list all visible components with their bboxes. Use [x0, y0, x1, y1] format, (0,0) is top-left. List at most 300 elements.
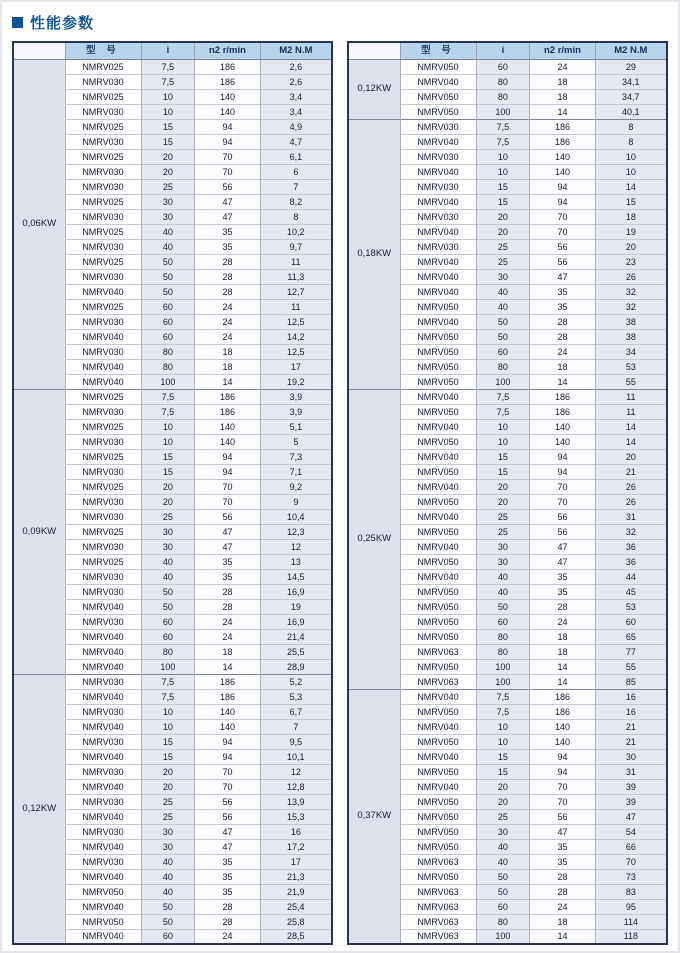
model-cell: NMRV025 [65, 449, 141, 464]
torque-cell: 55 [595, 659, 667, 674]
header-speed: n2 r/min [530, 42, 595, 59]
torque-cell: 39 [595, 794, 667, 809]
torque-cell: 5 [260, 434, 332, 449]
ratio-cell: 25 [476, 524, 530, 539]
header-ratio: i [141, 42, 195, 59]
model-cell: NMRV063 [400, 854, 476, 869]
model-cell: NMRV040 [65, 779, 141, 794]
speed-cell: 28 [195, 914, 260, 929]
model-cell: NMRV050 [400, 329, 476, 344]
ratio-cell: 25 [141, 179, 195, 194]
ratio-cell: 10 [141, 104, 195, 119]
ratio-cell: 80 [476, 644, 530, 659]
torque-cell: 118 [595, 929, 667, 944]
ratio-cell: 7,5 [476, 119, 530, 134]
speed-cell: 18 [530, 629, 595, 644]
torque-cell: 21 [595, 464, 667, 479]
torque-cell: 16 [260, 824, 332, 839]
torque-cell: 21 [595, 734, 667, 749]
model-cell: NMRV050 [400, 824, 476, 839]
power-group-label: 0,18KW [348, 119, 400, 389]
torque-cell: 25,4 [260, 899, 332, 914]
speed-cell: 70 [195, 494, 260, 509]
speed-cell: 186 [195, 389, 260, 404]
model-cell: NMRV040 [65, 869, 141, 884]
header-ratio: i [476, 42, 530, 59]
speed-cell: 24 [195, 299, 260, 314]
torque-cell: 7,1 [260, 464, 332, 479]
ratio-cell: 50 [476, 884, 530, 899]
ratio-cell: 15 [141, 734, 195, 749]
ratio-cell: 60 [476, 614, 530, 629]
model-cell: NMRV030 [65, 764, 141, 779]
torque-cell: 8,2 [260, 194, 332, 209]
model-cell: NMRV050 [400, 374, 476, 389]
model-cell: NMRV040 [65, 809, 141, 824]
speed-cell: 70 [530, 779, 595, 794]
ratio-cell: 10 [476, 734, 530, 749]
torque-cell: 9 [260, 494, 332, 509]
speed-cell: 56 [195, 794, 260, 809]
model-cell: NMRV040 [400, 449, 476, 464]
model-cell: NMRV050 [400, 344, 476, 359]
ratio-cell: 15 [141, 134, 195, 149]
model-cell: NMRV050 [400, 554, 476, 569]
speed-cell: 94 [530, 194, 595, 209]
ratio-cell: 10 [141, 434, 195, 449]
ratio-cell: 50 [476, 869, 530, 884]
torque-cell: 66 [595, 839, 667, 854]
ratio-cell: 20 [476, 209, 530, 224]
header-torque: M2 N.M [260, 42, 332, 59]
ratio-cell: 20 [476, 794, 530, 809]
model-cell: NMRV040 [65, 929, 141, 944]
ratio-cell: 7,5 [141, 74, 195, 89]
ratio-cell: 7,5 [141, 404, 195, 419]
torque-cell: 15 [595, 194, 667, 209]
torque-cell: 16 [595, 704, 667, 719]
torque-cell: 77 [595, 644, 667, 659]
power-group-label: 0,12KW [348, 59, 400, 119]
ratio-cell: 15 [476, 449, 530, 464]
speed-cell: 186 [530, 119, 595, 134]
speed-cell: 186 [530, 704, 595, 719]
model-cell: NMRV030 [65, 614, 141, 629]
ratio-cell: 15 [141, 464, 195, 479]
ratio-cell: 30 [476, 824, 530, 839]
speed-cell: 70 [530, 479, 595, 494]
model-cell: NMRV040 [65, 329, 141, 344]
torque-cell: 17 [260, 854, 332, 869]
model-cell: NMRV050 [400, 794, 476, 809]
model-cell: NMRV025 [65, 59, 141, 74]
ratio-cell: 30 [141, 194, 195, 209]
speed-cell: 140 [195, 434, 260, 449]
model-cell: NMRV040 [400, 269, 476, 284]
model-cell: NMRV025 [65, 479, 141, 494]
speed-cell: 14 [530, 659, 595, 674]
torque-cell: 14,5 [260, 569, 332, 584]
ratio-cell: 25 [476, 239, 530, 254]
torque-cell: 11 [260, 299, 332, 314]
model-cell: NMRV030 [65, 164, 141, 179]
model-cell: NMRV030 [65, 434, 141, 449]
speed-cell: 140 [530, 434, 595, 449]
speed-cell: 186 [195, 404, 260, 419]
speed-cell: 28 [530, 329, 595, 344]
ratio-cell: 30 [476, 539, 530, 554]
model-cell: NMRV063 [400, 644, 476, 659]
ratio-cell: 10 [476, 419, 530, 434]
model-cell: NMRV025 [65, 119, 141, 134]
torque-cell: 23 [595, 254, 667, 269]
model-cell: NMRV030 [65, 734, 141, 749]
ratio-cell: 10 [476, 434, 530, 449]
model-cell: NMRV030 [65, 794, 141, 809]
torque-cell: 5,2 [260, 674, 332, 689]
model-cell: NMRV050 [400, 104, 476, 119]
ratio-cell: 40 [476, 584, 530, 599]
torque-cell: 12,5 [260, 344, 332, 359]
torque-cell: 47 [595, 809, 667, 824]
speed-cell: 186 [195, 59, 260, 74]
torque-cell: 9,7 [260, 239, 332, 254]
ratio-cell: 15 [476, 764, 530, 779]
speed-cell: 94 [530, 464, 595, 479]
speed-cell: 35 [195, 854, 260, 869]
torque-cell: 10,4 [260, 509, 332, 524]
model-cell: NMRV040 [65, 644, 141, 659]
speed-cell: 24 [195, 929, 260, 944]
torque-cell: 20 [595, 239, 667, 254]
speed-cell: 14 [530, 104, 595, 119]
speed-cell: 94 [195, 734, 260, 749]
model-cell: NMRV030 [65, 209, 141, 224]
torque-cell: 15,3 [260, 809, 332, 824]
speed-cell: 24 [530, 614, 595, 629]
model-cell: NMRV063 [400, 884, 476, 899]
model-cell: NMRV050 [400, 584, 476, 599]
model-cell: NMRV025 [65, 299, 141, 314]
model-cell: NMRV030 [65, 539, 141, 554]
ratio-cell: 20 [141, 164, 195, 179]
ratio-cell: 50 [141, 914, 195, 929]
speed-cell: 56 [195, 809, 260, 824]
torque-cell: 14 [595, 179, 667, 194]
ratio-cell: 40 [141, 854, 195, 869]
speed-cell: 47 [195, 824, 260, 839]
ratio-cell: 50 [141, 254, 195, 269]
speed-cell: 56 [195, 179, 260, 194]
torque-cell: 12,8 [260, 779, 332, 794]
torque-cell: 14,2 [260, 329, 332, 344]
ratio-cell: 25 [476, 809, 530, 824]
ratio-cell: 60 [476, 344, 530, 359]
speed-cell: 18 [530, 359, 595, 374]
table-row [348, 119, 667, 134]
speed-cell: 28 [195, 269, 260, 284]
speed-cell: 94 [530, 749, 595, 764]
torque-cell: 16,9 [260, 614, 332, 629]
header-corner [348, 42, 400, 59]
speed-cell: 18 [530, 914, 595, 929]
torque-cell: 65 [595, 629, 667, 644]
model-cell: NMRV040 [65, 899, 141, 914]
ratio-cell: 7,5 [141, 689, 195, 704]
speed-cell: 56 [530, 254, 595, 269]
speed-cell: 56 [530, 809, 595, 824]
model-cell: NMRV050 [400, 359, 476, 374]
torque-cell: 12,7 [260, 284, 332, 299]
model-cell: NMRV040 [65, 719, 141, 734]
ratio-cell: 20 [141, 779, 195, 794]
ratio-cell: 25 [141, 794, 195, 809]
model-cell: NMRV040 [65, 749, 141, 764]
speed-cell: 14 [530, 929, 595, 944]
ratio-cell: 10 [476, 149, 530, 164]
speed-cell: 140 [195, 104, 260, 119]
torque-cell: 60 [595, 614, 667, 629]
speed-cell: 47 [530, 824, 595, 839]
table-row [13, 59, 332, 74]
torque-cell: 26 [595, 269, 667, 284]
ratio-cell: 15 [476, 464, 530, 479]
ratio-cell: 7,5 [476, 134, 530, 149]
model-cell: NMRV030 [65, 344, 141, 359]
model-cell: NMRV040 [400, 569, 476, 584]
model-cell: NMRV040 [400, 314, 476, 329]
model-cell: NMRV050 [400, 614, 476, 629]
torque-cell: 8 [260, 209, 332, 224]
speed-cell: 18 [195, 359, 260, 374]
model-cell: NMRV050 [400, 809, 476, 824]
speed-cell: 24 [530, 59, 595, 74]
speed-cell: 94 [530, 764, 595, 779]
torque-cell: 31 [595, 764, 667, 779]
power-group-label: 0,25KW [348, 389, 400, 689]
torque-cell: 45 [595, 584, 667, 599]
model-cell: NMRV040 [65, 359, 141, 374]
torque-cell: 2,6 [260, 59, 332, 74]
speed-cell: 47 [530, 539, 595, 554]
torque-cell: 5,1 [260, 419, 332, 434]
page-title: 性能参数 [30, 15, 95, 32]
torque-cell: 10 [595, 149, 667, 164]
model-cell: NMRV030 [65, 134, 141, 149]
ratio-cell: 30 [141, 209, 195, 224]
speed-cell: 186 [530, 404, 595, 419]
model-cell: NMRV030 [400, 209, 476, 224]
torque-cell: 54 [595, 824, 667, 839]
speed-cell: 24 [195, 614, 260, 629]
ratio-cell: 100 [141, 659, 195, 674]
torque-cell: 32 [595, 524, 667, 539]
torque-cell: 3,9 [260, 389, 332, 404]
speed-cell: 94 [530, 449, 595, 464]
ratio-cell: 10 [141, 419, 195, 434]
model-cell: NMRV040 [400, 254, 476, 269]
speed-cell: 140 [530, 164, 595, 179]
header-row [348, 42, 667, 59]
torque-cell: 3,9 [260, 404, 332, 419]
model-cell: NMRV030 [65, 584, 141, 599]
speed-cell: 28 [195, 254, 260, 269]
speed-cell: 14 [530, 674, 595, 689]
ratio-cell: 30 [141, 524, 195, 539]
ratio-cell: 7,5 [476, 389, 530, 404]
model-cell: NMRV040 [400, 134, 476, 149]
model-cell: NMRV050 [400, 524, 476, 539]
speed-cell: 28 [195, 599, 260, 614]
speed-cell: 47 [195, 539, 260, 554]
ratio-cell: 60 [141, 929, 195, 944]
header-speed: n2 r/min [195, 42, 260, 59]
ratio-cell: 20 [476, 779, 530, 794]
torque-cell: 10,2 [260, 224, 332, 239]
torque-cell: 7,3 [260, 449, 332, 464]
speed-cell: 35 [530, 584, 595, 599]
ratio-cell: 40 [141, 224, 195, 239]
speed-cell: 94 [195, 749, 260, 764]
ratio-cell: 10 [141, 89, 195, 104]
ratio-cell: 7,5 [141, 59, 195, 74]
speed-cell: 28 [530, 599, 595, 614]
model-cell: NMRV040 [400, 689, 476, 704]
model-cell: NMRV030 [65, 824, 141, 839]
torque-cell: 44 [595, 569, 667, 584]
ratio-cell: 40 [141, 554, 195, 569]
ratio-cell: 7,5 [476, 404, 530, 419]
model-cell: NMRV040 [65, 629, 141, 644]
model-cell: NMRV040 [400, 719, 476, 734]
ratio-cell: 60 [141, 329, 195, 344]
torque-cell: 18 [595, 209, 667, 224]
speed-cell: 70 [195, 479, 260, 494]
torque-cell: 114 [595, 914, 667, 929]
ratio-cell: 100 [476, 659, 530, 674]
speed-cell: 186 [195, 74, 260, 89]
torque-cell: 12 [260, 764, 332, 779]
model-cell: NMRV030 [65, 239, 141, 254]
ratio-cell: 40 [476, 284, 530, 299]
ratio-cell: 15 [476, 749, 530, 764]
torque-cell: 26 [595, 494, 667, 509]
ratio-cell: 80 [141, 359, 195, 374]
ratio-cell: 80 [476, 359, 530, 374]
speed-cell: 140 [195, 719, 260, 734]
torque-cell: 25,8 [260, 914, 332, 929]
torque-cell: 3,4 [260, 89, 332, 104]
model-cell: NMRV040 [400, 779, 476, 794]
torque-cell: 9,5 [260, 734, 332, 749]
ratio-cell: 25 [141, 509, 195, 524]
model-cell: NMRV030 [400, 179, 476, 194]
speed-cell: 70 [530, 794, 595, 809]
ratio-cell: 7,5 [476, 689, 530, 704]
ratio-cell: 10 [476, 164, 530, 179]
torque-cell: 28,9 [260, 659, 332, 674]
model-cell: NMRV030 [400, 149, 476, 164]
torque-cell: 6,1 [260, 149, 332, 164]
torque-cell: 11 [595, 404, 667, 419]
ratio-cell: 30 [476, 269, 530, 284]
torque-cell: 17,2 [260, 839, 332, 854]
ratio-cell: 30 [141, 824, 195, 839]
speed-cell: 94 [530, 179, 595, 194]
model-cell: NMRV050 [400, 89, 476, 104]
ratio-cell: 80 [476, 89, 530, 104]
model-cell: NMRV040 [400, 419, 476, 434]
torque-cell: 20 [595, 449, 667, 464]
ratio-cell: 15 [476, 179, 530, 194]
speed-cell: 70 [195, 764, 260, 779]
torque-cell: 55 [595, 374, 667, 389]
ratio-cell: 30 [476, 554, 530, 569]
speed-cell: 35 [530, 854, 595, 869]
ratio-cell: 40 [476, 299, 530, 314]
torque-cell: 2,6 [260, 74, 332, 89]
ratio-cell: 10 [476, 719, 530, 734]
torque-cell: 36 [595, 554, 667, 569]
model-cell: NMRV025 [65, 149, 141, 164]
model-cell: NMRV030 [65, 314, 141, 329]
speed-cell: 70 [195, 149, 260, 164]
ratio-cell: 7,5 [141, 674, 195, 689]
table-row [348, 689, 667, 704]
speed-cell: 28 [195, 584, 260, 599]
speed-cell: 140 [195, 89, 260, 104]
torque-cell: 29 [595, 59, 667, 74]
speed-cell: 47 [195, 209, 260, 224]
model-cell: NMRV050 [400, 404, 476, 419]
spec-table-right [347, 41, 668, 945]
torque-cell: 36 [595, 539, 667, 554]
speed-cell: 24 [195, 314, 260, 329]
torque-cell: 34,7 [595, 89, 667, 104]
torque-cell: 5,3 [260, 689, 332, 704]
speed-cell: 140 [530, 149, 595, 164]
ratio-cell: 80 [141, 344, 195, 359]
ratio-cell: 60 [141, 299, 195, 314]
torque-cell: 16,9 [260, 584, 332, 599]
model-cell: NMRV025 [65, 524, 141, 539]
table-row [348, 59, 667, 74]
ratio-cell: 80 [476, 74, 530, 89]
ratio-cell: 60 [141, 314, 195, 329]
speed-cell: 94 [195, 119, 260, 134]
ratio-cell: 80 [476, 629, 530, 644]
model-cell: NMRV050 [400, 434, 476, 449]
ratio-cell: 40 [476, 839, 530, 854]
ratio-cell: 50 [141, 899, 195, 914]
torque-cell: 38 [595, 314, 667, 329]
ratio-cell: 60 [141, 629, 195, 644]
torque-cell: 32 [595, 299, 667, 314]
speed-cell: 94 [195, 449, 260, 464]
torque-cell: 85 [595, 674, 667, 689]
speed-cell: 35 [195, 224, 260, 239]
ratio-cell: 25 [476, 509, 530, 524]
torque-cell: 12 [260, 539, 332, 554]
speed-cell: 24 [195, 329, 260, 344]
speed-cell: 18 [530, 89, 595, 104]
model-cell: NMRV050 [400, 599, 476, 614]
ratio-cell: 50 [141, 599, 195, 614]
speed-cell: 35 [195, 884, 260, 899]
torque-cell: 31 [595, 509, 667, 524]
model-cell: NMRV050 [400, 704, 476, 719]
torque-cell: 32 [595, 284, 667, 299]
